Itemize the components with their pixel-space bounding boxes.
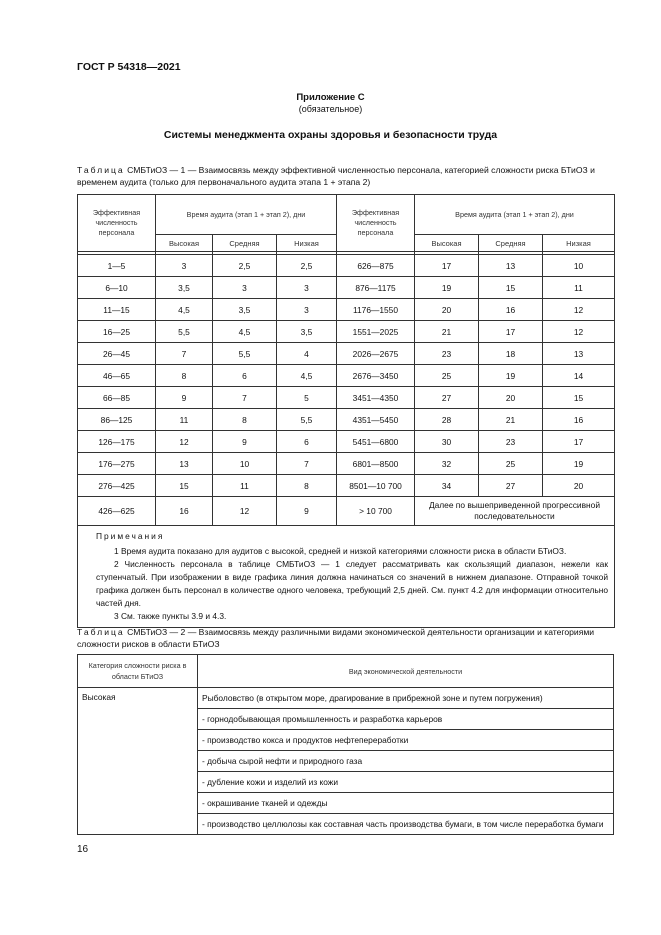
table1-notes: [78, 526, 615, 628]
table-cell: 2676—3450: [337, 365, 415, 387]
table-cell: 16: [543, 409, 615, 431]
table-cell: 126—175: [78, 431, 156, 453]
standard-code: ГОСТ Р 54318—2021: [77, 61, 181, 73]
header-time-2: Время аудита (этап 1 + этап 2), дни: [415, 195, 615, 235]
table-cell: 19: [543, 453, 615, 475]
subheader-low-2: Низкая: [543, 235, 615, 252]
activity-item: - горнодобывающая промышленность и разработка карьеров: [198, 709, 614, 730]
table1-caption-text: СМБТиОЗ — 1 — Взаимосвязь между эффективной численностью персонала, категорией сложности риска БТиОЗ и временем аудита (только для первоначального аудита этапа 1 + этапа 2): [77, 165, 595, 187]
table-row: [78, 255, 615, 277]
table1-caption-label: Таблица: [77, 165, 125, 175]
table-cell-continuation: Далее по вышеприведенной прогрессивной последовательности: [415, 497, 615, 526]
table-cell: 3,5: [156, 277, 213, 299]
table-cell: 5: [277, 387, 337, 409]
activity-item: - окрашивание тканей и одежды: [198, 793, 614, 814]
table-row: [78, 343, 615, 365]
table-cell: 9: [213, 431, 277, 453]
table-cell: 12: [213, 497, 277, 526]
activity-item: - дубление кожи и изделий из кожи: [198, 772, 614, 793]
risk-category: Высокая: [78, 688, 198, 835]
table-cell: 23: [415, 343, 479, 365]
table-cell: 9: [277, 497, 337, 526]
table-cell: 4,5: [277, 365, 337, 387]
table-cell: 10: [213, 453, 277, 475]
table-cell: 27: [415, 387, 479, 409]
appendix-title: Приложение С: [296, 92, 365, 103]
table-cell: 6: [277, 431, 337, 453]
subheader-high: Высокая: [156, 235, 213, 252]
table-cell: 11—15: [78, 299, 156, 321]
table-row: [78, 387, 615, 409]
table-cell: 3: [277, 299, 337, 321]
table-cell: 30: [415, 431, 479, 453]
table-cell: 26—45: [78, 343, 156, 365]
table-cell: 25: [415, 365, 479, 387]
activity-item: - добыча сырой нефти и природного газа: [198, 751, 614, 772]
table-cell: 3451—4350: [337, 387, 415, 409]
table-cell: 3: [277, 277, 337, 299]
table-row: [78, 299, 615, 321]
table-cell: 18: [479, 343, 543, 365]
table-cell: 3,5: [213, 299, 277, 321]
table-row: [78, 431, 615, 453]
table-cell: 12: [543, 299, 615, 321]
table2-caption-text: СМБТиОЗ — 2 — Взаимосвязь между различными видами экономической деятельности организации и категориями сложности рисков в области БТиОЗ: [77, 627, 595, 649]
table2-header-row: [78, 655, 614, 688]
table-row: [78, 365, 615, 387]
notes-title: Примечания: [96, 531, 165, 541]
subheader-medium-2: Средняя: [479, 235, 543, 252]
table-cell: 6: [213, 365, 277, 387]
table-cell: 86—125: [78, 409, 156, 431]
table-cell: 6—10: [78, 277, 156, 299]
table-cell: 3,5: [277, 321, 337, 343]
table-cell: 11: [156, 409, 213, 431]
table-row: [78, 321, 615, 343]
table-cell: 13: [479, 255, 543, 277]
table-cell: 10: [543, 255, 615, 277]
table-cell: 16: [156, 497, 213, 526]
table-cell: 5451—6800: [337, 431, 415, 453]
table1-caption: [77, 164, 615, 188]
table-cell: 3: [156, 255, 213, 277]
header-category: Категория сложности риска в области БТиОЗ: [78, 655, 198, 688]
appendix-subtitle: (обязательное): [298, 104, 363, 114]
activity-risk-table: [77, 654, 614, 835]
table-cell: 32: [415, 453, 479, 475]
table-cell: 5,5: [277, 409, 337, 431]
table-cell: 34: [415, 475, 479, 497]
table-cell: 6801—8500: [337, 453, 415, 475]
table-cell: 5,5: [156, 321, 213, 343]
table-cell: 8501—10 700: [337, 475, 415, 497]
table-cell: 2,5: [213, 255, 277, 277]
activity-item: Рыболовство (в открытом море, драгирование в прибрежной зоне и путем погружения): [198, 688, 614, 709]
subheader-high-2: Высокая: [415, 235, 479, 252]
header-staff: Эффективная численность персонала: [78, 195, 156, 252]
table-cell: 4,5: [156, 299, 213, 321]
table1-notes-row: [78, 526, 615, 628]
activity-item: - производство кокса и продуктов нефтепереработки: [198, 730, 614, 751]
table-cell: 11: [213, 475, 277, 497]
table-cell: 7: [213, 387, 277, 409]
table-cell: > 10 700: [337, 497, 415, 526]
table2-caption: [77, 626, 615, 650]
table-cell: 15: [479, 277, 543, 299]
table-cell: 1176—1550: [337, 299, 415, 321]
table-cell: 8: [277, 475, 337, 497]
table-cell: 21: [479, 409, 543, 431]
table-cell: 426—625: [78, 497, 156, 526]
subheader-low: Низкая: [277, 235, 337, 252]
table-cell: 1—5: [78, 255, 156, 277]
table-cell: 8: [156, 365, 213, 387]
table-cell: 626—875: [337, 255, 415, 277]
table-cell: 4,5: [213, 321, 277, 343]
activity-item: - производство целлюлозы как составная часть производства бумаги, в том числе переработка бумаги: [198, 814, 614, 835]
table-cell: 20: [543, 475, 615, 497]
header-time: Время аудита (этап 1 + этап 2), дни: [156, 195, 337, 235]
table-cell: 20: [415, 299, 479, 321]
table-cell: 4351—5450: [337, 409, 415, 431]
table-row: [78, 475, 615, 497]
table-cell: 14: [543, 365, 615, 387]
table-cell: 4: [277, 343, 337, 365]
table-cell: 2,5: [277, 255, 337, 277]
table-cell: 17: [479, 321, 543, 343]
note-2: 2 Численность персонала в таблице СМБТиОЗ — 1 следует рассматривать как скользящий диапазон, нежели как ступенчатый. При изображении в виде графика линия должна начинаться со значений в нижнем диапазоне. Отправной точкой графика должен быть персонал в количестве одного человека, требующий 2,5 дней. См. пункт 4.2 для информации относительно частей дня.: [96, 559, 608, 608]
table1-body: [78, 255, 615, 497]
table-cell: 8: [213, 409, 277, 431]
table1-last-row: [78, 497, 615, 526]
table-cell: 7: [156, 343, 213, 365]
table-cell: 5,5: [213, 343, 277, 365]
table-cell: 11: [543, 277, 615, 299]
header-activity: Вид экономической деятельности: [198, 655, 614, 688]
table-cell: 21: [415, 321, 479, 343]
note-1: 1 Время аудита показано для аудитов с высокой, средней и низкой категориями сложности риска в области БТиОЗ.: [114, 546, 567, 556]
table-cell: 12: [156, 431, 213, 453]
table-cell: 16: [479, 299, 543, 321]
page-number: 16: [77, 844, 89, 855]
table-cell: 66—85: [78, 387, 156, 409]
table-cell: 276—425: [78, 475, 156, 497]
table-cell: 13: [156, 453, 213, 475]
table-cell: 19: [415, 277, 479, 299]
table-row: [78, 409, 615, 431]
table-cell: 28: [415, 409, 479, 431]
table1-header-row: [78, 195, 615, 235]
header-staff-2: Эффективная численность персонала: [337, 195, 415, 252]
table-cell: 2026—2675: [337, 343, 415, 365]
table-cell: 17: [415, 255, 479, 277]
table-cell: 15: [156, 475, 213, 497]
table-cell: 23: [479, 431, 543, 453]
document-title: Системы менеджмента охраны здоровья и безопасности труда: [163, 129, 498, 141]
table-cell: 19: [479, 365, 543, 387]
table-cell: 1551—2025: [337, 321, 415, 343]
table-cell: 15: [543, 387, 615, 409]
table-cell: 27: [479, 475, 543, 497]
table-cell: 16—25: [78, 321, 156, 343]
table-cell: 876—1175: [337, 277, 415, 299]
table-cell: 25: [479, 453, 543, 475]
table-cell: 176—275: [78, 453, 156, 475]
table-cell: 20: [479, 387, 543, 409]
table2-row: [78, 688, 614, 709]
note-3: 3 См. также пункты 3.9 и 4.3.: [114, 611, 227, 621]
table-cell: 7: [277, 453, 337, 475]
table-cell: 12: [543, 321, 615, 343]
table-row: [78, 277, 615, 299]
audit-time-table: [77, 194, 615, 628]
table-cell: 46—65: [78, 365, 156, 387]
table-cell: 13: [543, 343, 615, 365]
table-cell: 9: [156, 387, 213, 409]
table-cell: 17: [543, 431, 615, 453]
table-cell: 3: [213, 277, 277, 299]
table-row: [78, 453, 615, 475]
table2-caption-label: Таблица: [77, 627, 125, 637]
subheader-medium: Средняя: [213, 235, 277, 252]
